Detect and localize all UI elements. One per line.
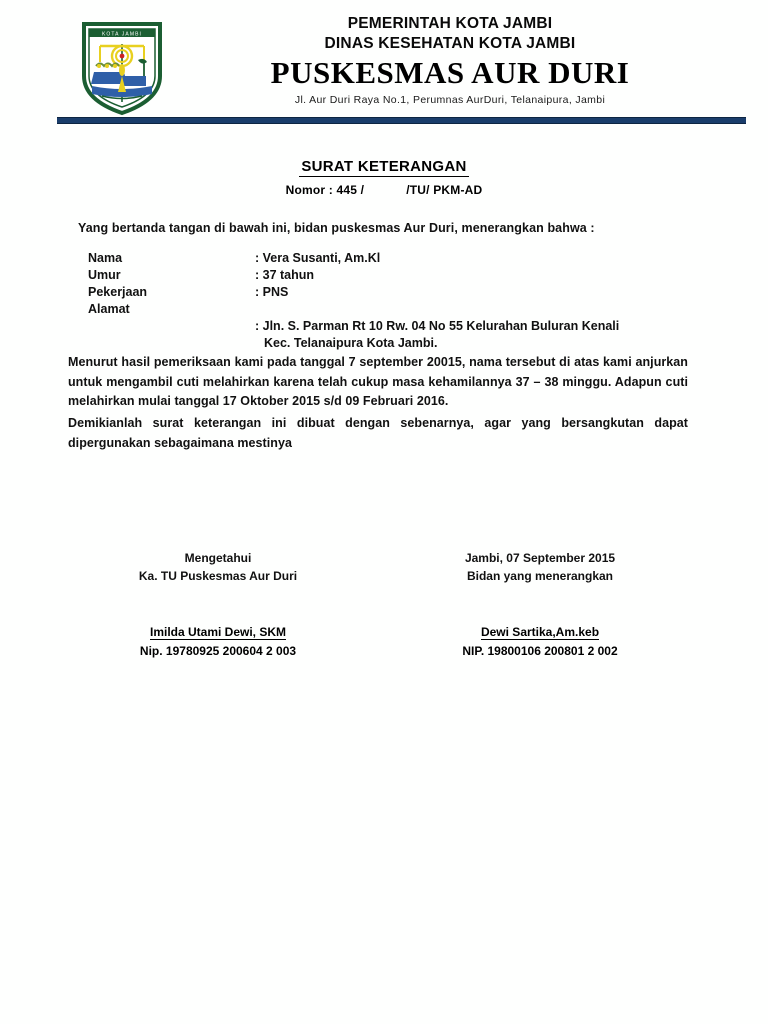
letterhead-address: Jl. Aur Duri Raya No.1, Perumnas AurDuri, Telanaipura, Jambi [294,94,606,106]
signature-left-name-wrap [68,625,368,640]
field-label-umur: Umur [88,268,121,282]
document-number [0,183,768,197]
signature-block [0,549,768,659]
field-value-nama: : Vera Susanti, Am.Kl [255,251,381,265]
signature-right-nip: NIP. 19800106 200801 2 002 [462,644,618,658]
kota-jambi-crest-icon [80,20,164,116]
field-value-pekerjaan: : PNS [255,285,289,299]
signature-left-heading-2: Ka. TU Puskesmas Aur Duri [138,569,298,583]
field-label-pekerjaan: Pekerjaan [88,285,148,299]
signature-left-headings [68,549,368,585]
letterhead [0,14,768,110]
letterhead-text [170,14,730,107]
field-label-alamat: Alamat [88,302,130,316]
signature-right-headings [390,549,690,585]
document-title-block [0,158,768,197]
subject-fields [88,250,688,369]
signature-right-name: Dewi Sartika,Am.keb [480,625,600,639]
field-value-alamat-line2: Kec. Telanaipura Kota Jambi. [264,336,438,350]
signature-right-heading-2: Bidan yang menerangkan [466,569,614,583]
body-paragraph-1: Menurut hasil pemeriksaan kami pada tanggal 7 september 20015, nama tersebut di atas kami anjurkan untuk mengambil cuti melahirkan karena telah cukup masa kehamilannya 37 – 38 minggu. Adapun cuti melahirkan mulai tanggal 17 Oktober 2015 s/d 09 Februari 2016. [68,355,688,408]
field-label-nama: Nama [88,251,123,265]
letterhead-line-2: DINAS KESEHATAN KOTA JAMBI [324,35,576,52]
document-number-suffix: /TU/ PKM-AD [406,183,483,197]
letterhead-divider [57,117,746,124]
body-paragraph-2: Demikianlah surat keterangan ini dibuat dengan sebenarnya, agar yang bersangkutan dapat dipergunakan sebagaimana mestinya [68,416,688,450]
svg-text:KOTA JAMBI: KOTA JAMBI [101,31,143,38]
signature-left-heading-1: Mengetahui [184,551,252,565]
field-value-alamat-line1: : Jln. S. Parman Rt 10 Rw. 04 No 55 Kelurahan Buluran Kenali [255,319,620,333]
document-title: SURAT KETERANGAN [301,158,467,175]
letterhead-institution: PUSKESMAS AUR DURI [270,55,630,90]
signature-left-name: Imilda Utami Dewi, SKM [149,625,287,639]
letterhead-line-1: PEMERINTAH KOTA JAMBI [347,15,553,32]
intro-paragraph: Yang bertanda tangan di bawah ini, bidan puskesmas Aur Duri, menerangkan bahwa : [78,221,595,235]
field-row-nama [88,250,688,267]
signature-right-name-wrap [390,625,690,640]
signature-right-heading-1: Jambi, 07 September 2015 [464,551,616,565]
signature-left-nip: Nip. 19780925 200604 2 003 [139,644,297,658]
field-value-umur: : 37 tahun [255,268,315,282]
field-row-pekerjaan [88,284,688,301]
document-number-prefix: Nomor : 445 / [285,183,365,197]
field-row-umur [88,267,688,284]
